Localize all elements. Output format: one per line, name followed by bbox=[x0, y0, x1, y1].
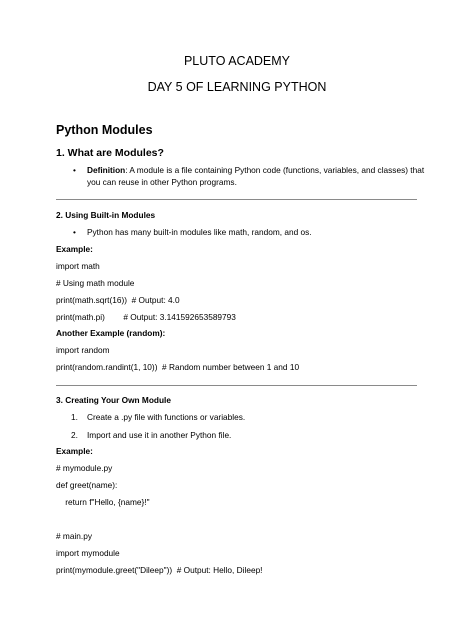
builtin-bullet-text: Python has many built-in modules like math, random, and os. bbox=[87, 227, 312, 237]
bullet-icon: • bbox=[73, 227, 76, 237]
step-text: Import and use it in another Python file. bbox=[87, 430, 232, 440]
definition-line-1 bbox=[87, 165, 424, 175]
bullet-icon: • bbox=[73, 165, 76, 175]
code-line: import random bbox=[56, 345, 110, 355]
another-example-label: Another Example (random): bbox=[56, 328, 166, 338]
example-label: Example: bbox=[56, 244, 93, 254]
code-line: print(mymodule.greet("Dileep")) # Output: Hello, Dileep! bbox=[56, 565, 263, 575]
step-number: 1. bbox=[71, 412, 78, 422]
doc-title: PLUTO ACADEMY bbox=[183, 54, 291, 68]
code-line: def greet(name): bbox=[56, 480, 118, 490]
definition-line-2: you can reuse in other Python programs. bbox=[87, 177, 237, 187]
code-line: # mymodule.py bbox=[56, 463, 113, 473]
code-line: return f"Hello, {name}!" bbox=[56, 497, 150, 507]
code-line: import mymodule bbox=[56, 548, 120, 558]
step-text: Create a .py file with functions or variables. bbox=[87, 412, 246, 422]
definition-text: : A module is a file containing Python code (functions, variables, and classes) that bbox=[125, 165, 425, 175]
code-line: print(math.sqrt(16)) # Output: 4.0 bbox=[56, 295, 180, 305]
heading-what-are-modules: 1. What are Modules? bbox=[56, 147, 164, 159]
code-line: print(random.randint(1, 10)) # Random number between 1 and 10 bbox=[56, 362, 300, 372]
heading-own-module: 3. Creating Your Own Module bbox=[56, 395, 171, 405]
doc-subtitle: DAY 5 OF LEARNING PYTHON bbox=[147, 80, 327, 94]
step-number: 2. bbox=[71, 430, 78, 440]
divider bbox=[56, 199, 417, 200]
code-line: print(math.pi) # Output: 3.141592653589793 bbox=[56, 312, 236, 322]
section-title: Python Modules bbox=[56, 123, 153, 137]
heading-builtin-modules: 2. Using Built-in Modules bbox=[56, 210, 156, 220]
example-label: Example: bbox=[56, 446, 93, 456]
code-line: # main.py bbox=[56, 531, 92, 541]
divider bbox=[56, 385, 417, 386]
code-line: # Using math module bbox=[56, 278, 135, 288]
code-line: import math bbox=[56, 261, 100, 271]
definition-label: Definition bbox=[87, 165, 126, 175]
